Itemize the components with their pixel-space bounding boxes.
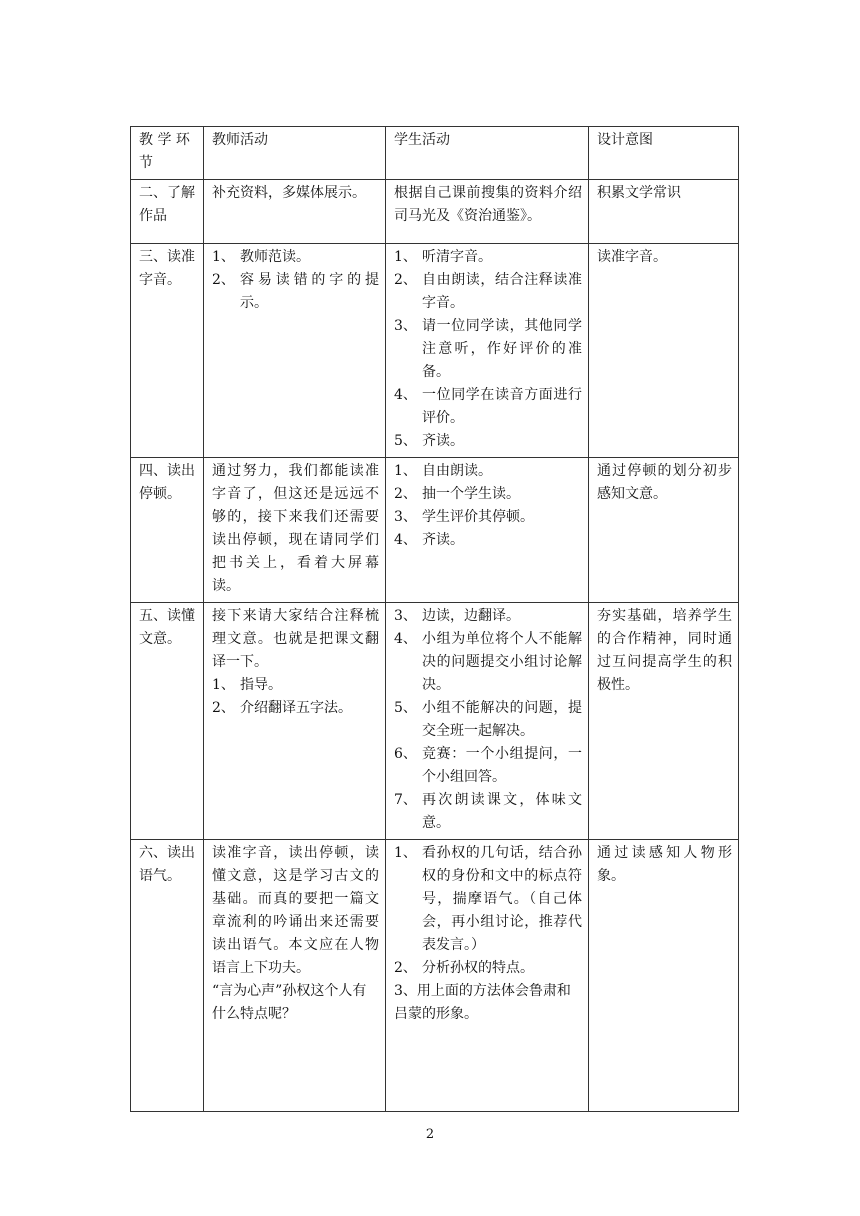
list-item: 6、 竞赛：一个小组提问，一个小组回答。 (394, 746, 582, 785)
teacher-activity-cell: 通过努力，我们都能读准字音了，但这还是远远不够的，接下来我们还需要读出停顿，现在请同学们把书关上，看着大屏幕读。 (204, 458, 386, 603)
stage-cell: 三、读准字音。 (131, 244, 204, 458)
list-item: 4、 齐读。 (394, 532, 464, 548)
student-step-list (394, 605, 582, 835)
list-item: 5、 齐读。 (394, 433, 464, 449)
list-item: 1、 听清字音。 (394, 249, 492, 265)
student-activity-cell: 根据自己课前搜集的资料介绍司马光及《资治通鉴》。 (386, 180, 589, 244)
list-item: 2、 介绍翻译五字法。 (212, 700, 352, 716)
list-item: 1、 自由朗读。 (394, 463, 492, 479)
student-step-list (394, 460, 582, 552)
list-item: 4、 一位同学在读音方面进行评价。 (394, 387, 582, 426)
header-intent: 设计意图 (589, 127, 739, 180)
list-item: 5、 小组不能解决的问题，提交全班一起解决。 (394, 700, 582, 739)
teacher-activity-cell: 读准字音，读出停顿，读懂文意，这是学习古文的基础。而真的要把一篇文章流利的吟诵出来还需要读出语气。本文应在人物语言上下功夫。 “言为心声”孙权这个人有什么特点呢？ (204, 840, 386, 1112)
student-step-list (394, 246, 582, 453)
stage-cell: 二、了解作品 (131, 180, 204, 244)
teacher-activity-cell (204, 244, 386, 458)
list-item: 2、 抽一个学生读。 (394, 486, 520, 502)
header-teacher: 教师活动 (204, 127, 386, 180)
intent-cell: 夯实基础，培养学生的合作精神，同时通过互问提高学生的积极性。 (589, 603, 739, 840)
lesson-plan-table (130, 126, 739, 1112)
stage-cell: 五、读懂文意。 (131, 603, 204, 840)
list-item: 2、 分析孙权的特点。 (394, 960, 534, 976)
table-row (131, 458, 739, 603)
list-item: 7、 再次朗读课文，体味文意。 (394, 792, 582, 831)
list-item: 2、 容易读错的字的提示。 (212, 272, 379, 311)
table-header-row (131, 127, 739, 180)
stage-cell: 六、读出语气。 (131, 840, 204, 1112)
intent-cell: 通过读感知人物形象。 (589, 840, 739, 1112)
teacher-step-list (212, 674, 379, 720)
list-item: 4、 小组为单位将个人不能解决的问题提交小组讨论解决。 (394, 631, 582, 693)
student-activity-cell: 1、 看孙权的几句话，结合孙权的身份和文中的标点符号，揣摩语气。（自己体会，再小组讨论，推荐代表发言。） 2、 分析孙权的特点。 3、用上面的方法体会鲁肃和吕蒙的形象。 (386, 840, 589, 1112)
list-item: 3、 学生评价其停顿。 (394, 509, 534, 525)
table-row (131, 603, 739, 840)
list-item: 1、 指导。 (212, 677, 282, 693)
table-row (131, 244, 739, 458)
intent-cell: 积累文学常识 (589, 180, 739, 244)
header-stage: 教 学 环节 (131, 127, 204, 180)
list-item: 3、 请一位同学读，其他同学注意听，作好评价的准备。 (394, 318, 582, 380)
table-row (131, 180, 739, 244)
intent-cell: 通过停顿的划分初步感知文意。 (589, 458, 739, 603)
student-activity-cell (386, 603, 589, 840)
list-item: 2、 自由朗读，结合注释读准字音。 (394, 272, 582, 311)
teacher-step-list (212, 246, 379, 315)
table-row (131, 840, 739, 1112)
intent-cell: 读准字音。 (589, 244, 739, 458)
teacher-activity-cell: 接下来请大家结合注释梳理文意。也就是把课文翻译一下。 1、 指导。 2、 介绍翻译五字法。 (204, 603, 386, 840)
list-item: 3、 边读，边翻译。 (394, 608, 520, 624)
header-student: 学生活动 (386, 127, 589, 180)
student-step-list (394, 842, 582, 980)
list-item: 1、 看孙权的几句话，结合孙权的身份和文中的标点符号，揣摩语气。（自己体会，再小组讨论，推荐代表发言。） (394, 845, 582, 953)
page-number: 2 (425, 1127, 435, 1142)
student-activity-cell (386, 458, 589, 603)
student-activity-cell (386, 244, 589, 458)
teacher-activity-cell: 补充资料，多媒体展示。 (204, 180, 386, 244)
list-item: 1、 教师范读。 (212, 249, 310, 265)
stage-cell: 四、读出停顿。 (131, 458, 204, 603)
